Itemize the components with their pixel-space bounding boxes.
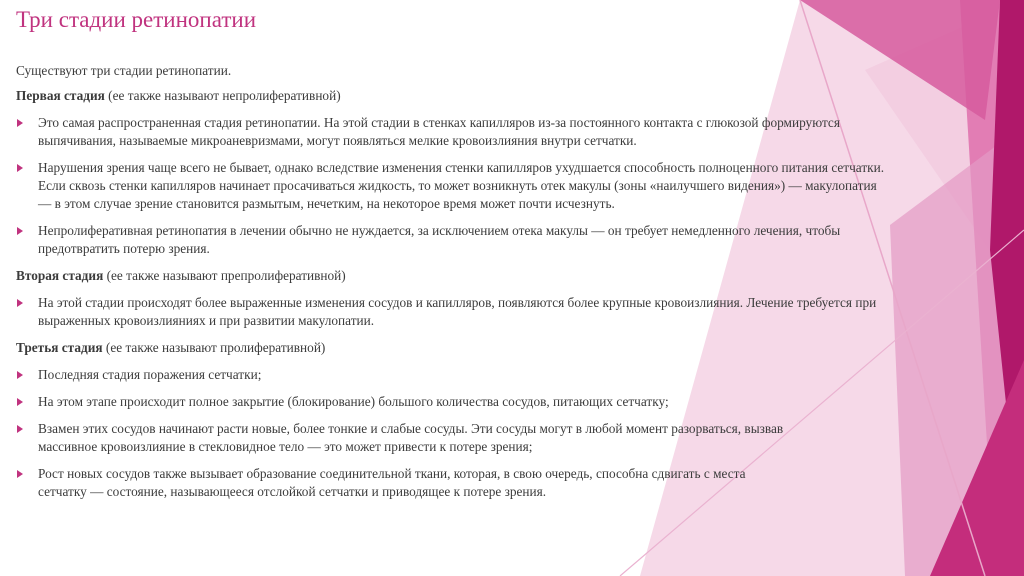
triangle-arrow-icon (17, 227, 23, 235)
stage2-label: Вторая стадия (16, 268, 104, 283)
list-item (16, 366, 886, 384)
stage1-note: (ее также называют непролиферативной) (104, 88, 341, 103)
list-item-text: Последняя стадия поражения сетчатки; (38, 367, 262, 382)
list-item (16, 114, 886, 150)
list-item-text: Нарушения зрения чаще всего не бывает, однако вследствие изменения стенки капилляров ухудшается способность полноценного питания сетчатки. Если сквозь стенки капилляров начинает просачиваться жидкость, то может возникнуть отек макулы (зоны «наилучшего видения») — макулопатия — в этом случае зрение становится размытым, нечетким, на некоторое время может почти исчезнуть. (38, 160, 885, 211)
list-item (16, 465, 778, 501)
list-item (16, 294, 886, 330)
list-item-text: Взамен этих сосудов начинают расти новые, более тонкие и слабые сосуды. Эти сосуды могут в любой момент разорваться, вызвав массивное кровоизлияние в стекловидное тело — это может привести к потере зрения; (38, 421, 784, 454)
stage3-note: (ее также называют пролиферативной) (102, 340, 326, 355)
triangle-arrow-icon (17, 164, 23, 172)
triangle-arrow-icon (17, 371, 23, 379)
list-item-text: Непролиферативная ретинопатия в лечении обычно не нуждается, за исключением отека макулы — он требует немедленного лечения, чтобы предотвратить потерю зрения. (38, 223, 841, 256)
triangle-arrow-icon (17, 398, 23, 406)
list-item (16, 222, 886, 258)
slide-title: Три стадии ретинопатии (16, 7, 257, 32)
slide-content (16, 62, 886, 510)
stage2-note: (ее также называют препролиферативной) (103, 268, 346, 283)
list-item-text: На этом этапе происходит полное закрытие (блокирование) большого количества сосудов, питающих сетчатку; (38, 394, 669, 409)
triangle-arrow-icon (17, 119, 23, 127)
list-item-text: Рост новых сосудов также вызывает образование соединительной ткани, которая, в свою очередь, способна сдвигать с места сетчатку — состояние, называющееся отслойкой сетчатки и приводящее к потере зрения. (38, 466, 746, 499)
stage3-heading (16, 339, 886, 357)
list-item-text: Это самая распространенная стадия ретинопатии. На этой стадии в стенках капилляров из-за постоянного контакта с глюкозой формируются выпячивания, называемые микроаневризмами, могут появляться мелкие кровоизлияния внутри сетчатки. (38, 115, 840, 148)
list-item-text: На этой стадии происходят более выраженные изменения сосудов и капилляров, появляются более крупные кровоизлияния. Лечение требуется при выраженных кровоизлияниях и при развитии макулопатии. (38, 295, 877, 328)
stage1-heading (16, 87, 886, 105)
list-item (16, 159, 886, 213)
triangle-arrow-icon (17, 299, 23, 307)
triangle-arrow-icon (17, 425, 23, 433)
triangle-arrow-icon (17, 470, 23, 478)
list-item (16, 420, 828, 456)
stage1-label: Первая стадия (16, 88, 105, 103)
stage3-label: Третья стадия (16, 340, 103, 355)
list-item (16, 393, 733, 411)
intro-text: Существуют три стадии ретинопатии. (16, 63, 232, 78)
stage2-heading (16, 267, 886, 285)
